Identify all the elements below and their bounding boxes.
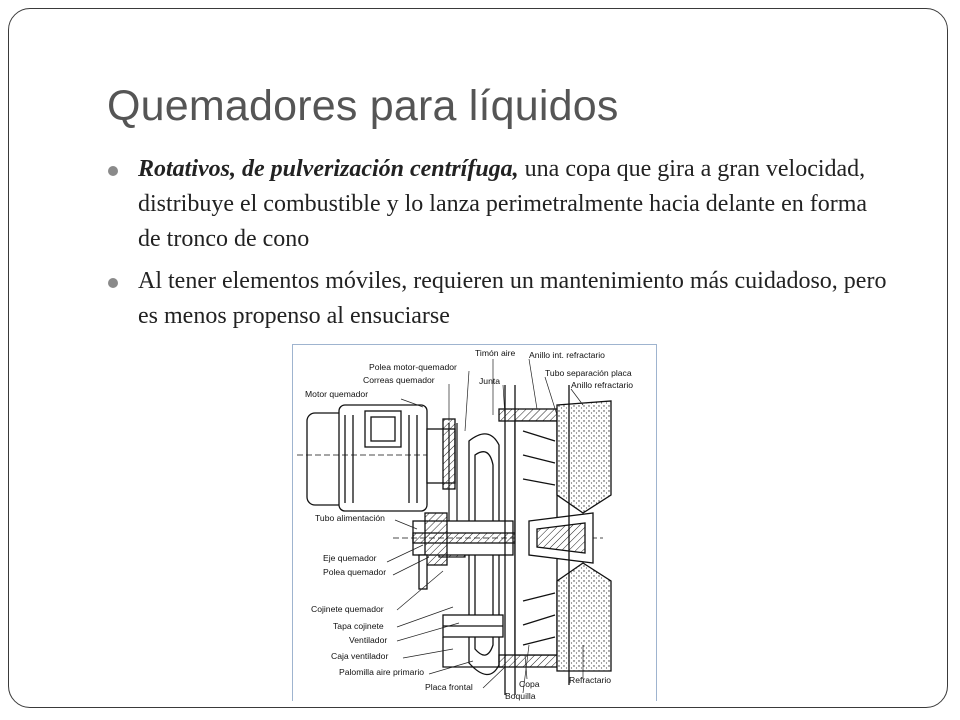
label-timon-aire: Timón aire xyxy=(475,348,516,358)
label-cojinete-quemador: Cojinete quemador xyxy=(311,604,384,614)
label-boquilla: Boquilla xyxy=(505,691,536,701)
label-copa: Copa xyxy=(519,679,540,689)
burner-diagram-svg xyxy=(293,345,656,701)
bullet-lead: Rotativos, de pulverización centrífuga, xyxy=(138,156,519,182)
bullet-list xyxy=(104,152,894,341)
label-junta: Junta xyxy=(479,376,501,386)
motor-drawing xyxy=(297,405,455,511)
label-tubo-separacion-placa: Tubo separación placa xyxy=(545,368,632,378)
label-placa-frontal: Placa frontal xyxy=(425,682,473,692)
label-anillo-refractario: Anillo refractario xyxy=(571,380,634,390)
bullet-item xyxy=(104,264,894,334)
burner-diagram xyxy=(292,344,657,701)
label-palomilla-aire-primario: Palomilla aire primario xyxy=(339,667,425,677)
label-polea-motor-quemador: Polea motor-quemador xyxy=(369,362,457,372)
bullet-text: Al tener elementos móviles, requieren un mantenimiento más cuidadoso, pero es menos propenso al ensuciarse xyxy=(138,268,887,329)
label-ventilador: Ventilador xyxy=(349,635,388,645)
label-tapa-cojinete: Tapa cojinete xyxy=(333,621,384,631)
bullet-item xyxy=(104,152,894,257)
label-refractario: Refractario xyxy=(569,675,612,685)
label-correas-quemador: Correas quemador xyxy=(363,375,435,385)
label-eje-quemador: Eje quemador xyxy=(323,553,377,563)
label-motor-quemador: Motor quemador xyxy=(305,389,369,399)
label-polea-quemador: Polea quemador xyxy=(323,567,387,577)
label-caja-ventilador: Caja ventilador xyxy=(331,651,389,661)
label-anillo-int-refractario: Anillo int. refractario xyxy=(529,350,605,360)
bullet-dot-icon xyxy=(108,166,118,176)
bullet-dot-icon xyxy=(108,278,118,288)
label-tubo-alimentacion: Tubo alimentación xyxy=(315,513,385,523)
bullet-text: una copa que gira a gran velocidad, distribuye el combustible y lo lanza perimetralmente hacia delante en forma de tronco de cono xyxy=(138,156,868,252)
slide-title: Quemadores para líquidos xyxy=(107,82,619,130)
